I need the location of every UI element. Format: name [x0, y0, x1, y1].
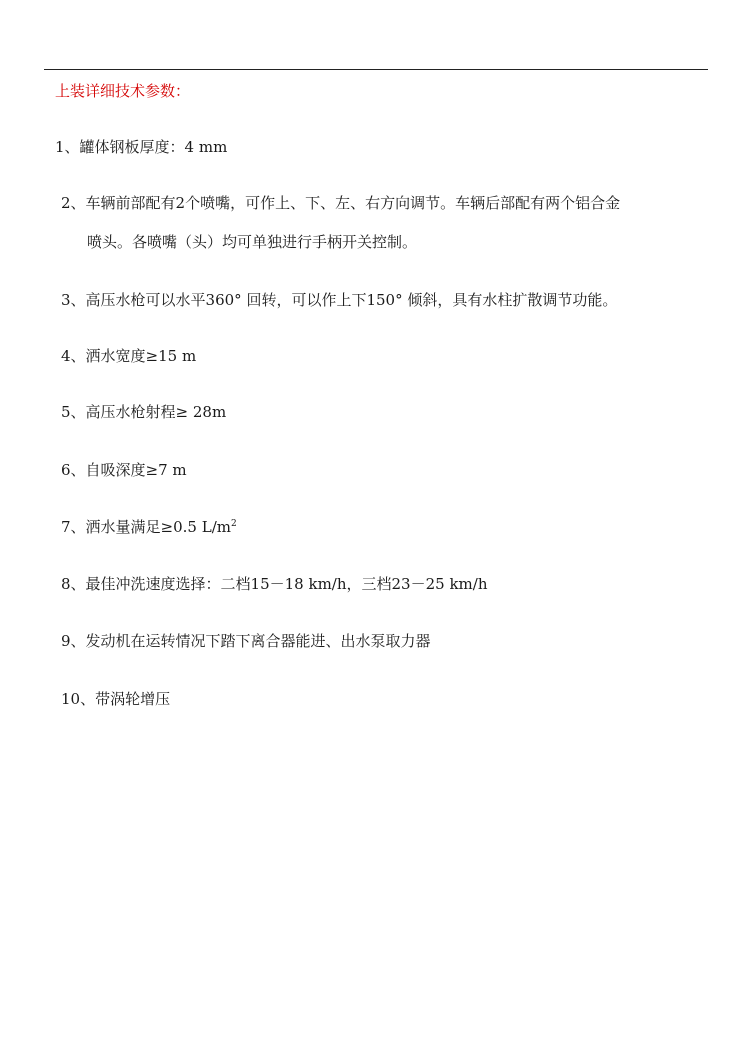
spec-item-10: 10、带涡轮增压 [61, 690, 171, 708]
square-superscript: 2 [230, 519, 237, 529]
spec-item-9: 9、发动机在运转情况下踏下离合器能进、出水泵取力器 [61, 632, 431, 650]
spec-item-6: 6、自吸深度≥7 m [61, 461, 187, 479]
spec-item-8: 8、最佳冲洗速度选择：二档15－18 km/h，三档23－25 km/h [61, 575, 488, 593]
spec-item-1: 1、罐体钢板厚度：4 mm [55, 138, 228, 156]
spec-item-2: 2、车辆前部配有2个喷嘴，可作上、下、左、右方向调节。车辆后部配有两个铝合金 [61, 194, 621, 212]
spec-item-2-continued: 喷头。各喷嘴（头）均可单独进行手柄开关控制。 [87, 233, 418, 251]
section-heading: 上装详细技术参数： [55, 82, 191, 100]
spec-item-7-text: 7、洒水量满足≥0.5 L/m [61, 518, 231, 536]
top-divider [44, 69, 708, 70]
spec-item-7 [61, 516, 237, 538]
spec-item-5: 5、高压水枪射程≥ 28m [61, 403, 227, 421]
spec-item-3: 3、高压水枪可以水平360° 回转，可以作上下150° 倾斜，具有水柱扩散调节功能。 [61, 291, 618, 309]
spec-item-4: 4、洒水宽度≥15 m [61, 347, 197, 365]
